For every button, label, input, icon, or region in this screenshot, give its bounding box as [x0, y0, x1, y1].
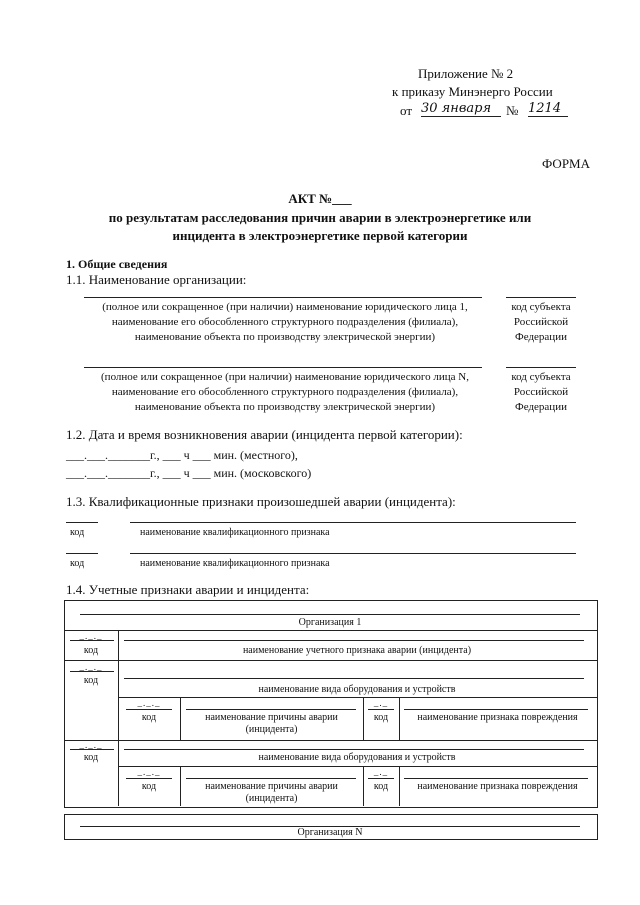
form-label: ФОРМА: [542, 156, 590, 171]
equip1-code-label: код: [83, 675, 99, 686]
table-org1-header: Организация 1: [298, 617, 362, 628]
damage2-code-label: код: [373, 781, 389, 792]
org1-description: (полное или сокращенное (при наличии) наименование юридического лица 1, наименование его обособленного структурного подразделения (филиала), наименование объекта по производству электрической энергии): [102, 301, 468, 343]
qual-code-1: код: [70, 527, 85, 538]
damage2-name: наименование признака повреждения: [417, 781, 578, 792]
equip1-name: наименование вида оборудования и устройств: [258, 684, 456, 695]
section1-heading: 1. Общие сведения: [66, 257, 168, 271]
orgN-region-code: код субъекта Российской Федерации: [511, 371, 571, 413]
equip2-name: наименование вида оборудования и устройств: [258, 752, 456, 763]
cause2-code-label: код: [141, 781, 157, 792]
item-1-4-label: 1.4. Учетные признаки аварии и инцидента:: [66, 582, 310, 597]
damage1-code-dots: _._: [373, 698, 389, 708]
handwritten-date: 30 января: [421, 101, 501, 117]
item-1-1-label: 1.1. Наименование организации:: [66, 272, 247, 287]
equip2-code-label: код: [83, 752, 99, 763]
time-local: ___.___._______г., ___ ч ___ мин. (местного),: [66, 448, 298, 462]
orgN-description: (полное или сокращенное (при наличии) наименование юридического лица N, наименование его обособленного структурного подразделения (филиала), наименование объекта по производству электрической энергии): [101, 371, 469, 413]
cause1-code-label: код: [141, 712, 157, 723]
order-reference: к приказу Минэнерго России: [392, 84, 553, 99]
acc-code-dots: _._._: [79, 631, 103, 641]
item-1-3-label: 1.3. Квалификационные признаки произошедшей аварии (инцидента):: [66, 494, 456, 509]
acc-code-label: код: [83, 645, 99, 656]
table-orgN-header: Организация N: [297, 827, 363, 838]
appendix-label: Приложение № 2: [418, 66, 514, 81]
act-subtitle-line2: инцидента в электроэнергетике первой категории: [172, 228, 468, 243]
org1-region-code: код субъекта Российской Федерации: [511, 301, 571, 343]
item-1-2-label: 1.2. Дата и время возникновения аварии (инцидента первой категории):: [66, 427, 463, 442]
qual-name-2: наименование квалификационного признака: [140, 558, 330, 569]
time-moscow: ___.___._______г., ___ ч ___ мин. (московского): [66, 466, 312, 480]
cause1-code-dots: _._._: [137, 698, 161, 708]
act-title: АКТ №___: [288, 191, 352, 206]
act-subtitle-line1: по результатам расследования причин аварии в электроэнергетике или: [108, 210, 532, 225]
equip2-code-dots: _._._: [79, 740, 103, 750]
damage1-name: наименование признака повреждения: [417, 712, 578, 723]
cause2-code-dots: _._._: [137, 767, 161, 777]
number-sign: №: [506, 103, 519, 118]
date-prefix: от: [400, 103, 413, 118]
cause1-name: наименование причины аварии (инцидента): [205, 712, 338, 735]
damage2-code-dots: _._: [373, 767, 389, 777]
qual-name-1: наименование квалификационного признака: [140, 527, 330, 538]
damage1-code-label: код: [373, 712, 389, 723]
cause2-name: наименование причины аварии (инцидента): [205, 781, 338, 804]
handwritten-number: 1214: [528, 101, 568, 117]
equip1-code-dots: _._._: [79, 662, 103, 672]
acc-feature-name: наименование учетного признака аварии (инцидента): [242, 645, 472, 656]
qual-code-2: код: [70, 558, 85, 569]
